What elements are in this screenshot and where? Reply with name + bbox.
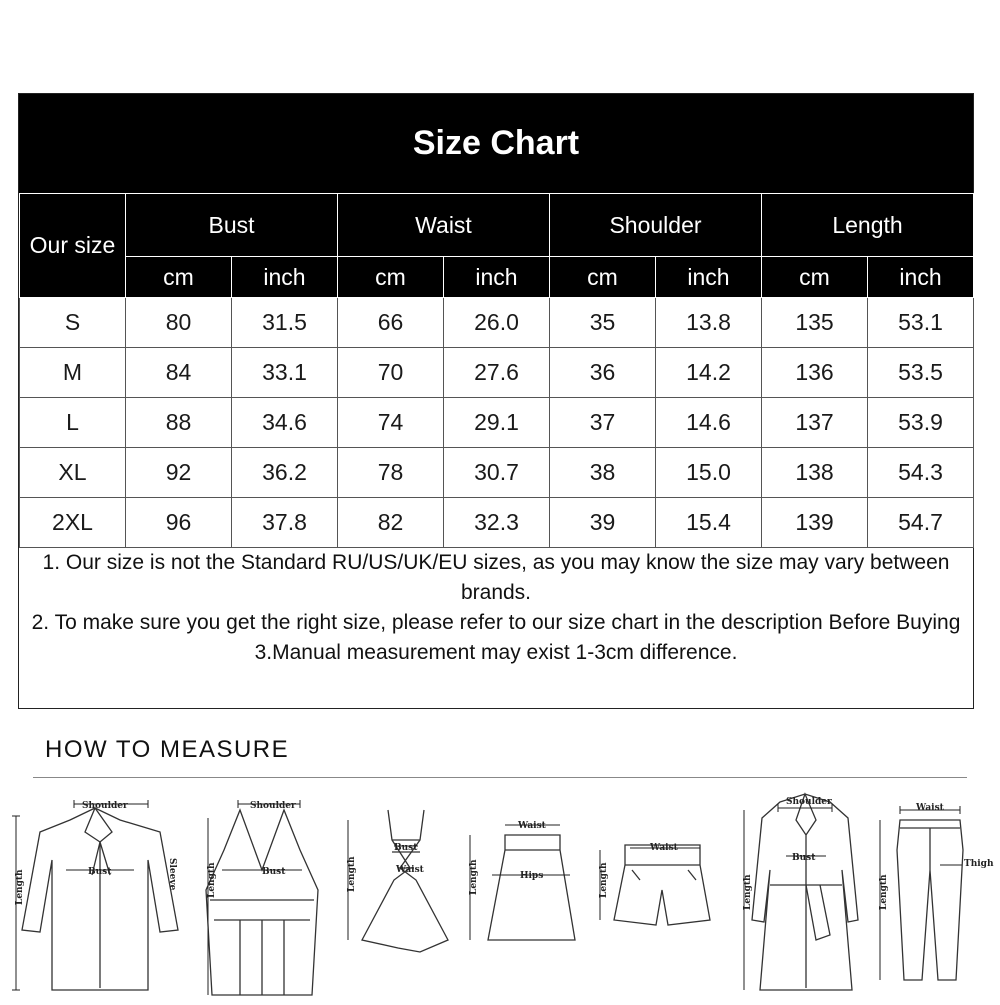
tank-length-label: Length <box>207 862 217 898</box>
skirt-length-label: Length <box>469 859 479 895</box>
blouse-shoulder-label: Shoulder <box>82 801 128 811</box>
size-label-cell: XL <box>20 448 126 498</box>
measurement-cell: 54.7 <box>868 498 974 548</box>
measurement-cell: 29.1 <box>444 398 550 448</box>
waist-header: Waist <box>338 194 550 257</box>
measurement-cell: 37.8 <box>232 498 338 548</box>
chart-title: Size Chart <box>19 94 973 193</box>
measurement-cell: 80 <box>126 298 232 348</box>
shoulder-header: Shoulder <box>550 194 762 257</box>
measurement-cell: 88 <box>126 398 232 448</box>
measurement-cell: 70 <box>338 348 444 398</box>
note-2: 2. To make sure you get the right size, please refer to our size chart in the description Before Buying <box>31 611 961 634</box>
measurement-cell: 137 <box>762 398 868 448</box>
measurement-cell: 82 <box>338 498 444 548</box>
unit-header: inch <box>444 257 550 298</box>
measurement-cell: 14.2 <box>656 348 762 398</box>
shorts-waist-label: Waist <box>650 843 678 853</box>
unit-header: cm <box>338 257 444 298</box>
table-row <box>20 448 974 498</box>
our-size-header: Our size <box>20 194 126 298</box>
measurement-cell: 96 <box>126 498 232 548</box>
skirt-waist-label: Waist <box>518 821 546 831</box>
measurement-cell: 26.0 <box>444 298 550 348</box>
coat-length-label: Length <box>743 874 753 910</box>
bust-header: Bust <box>126 194 338 257</box>
unit-header: inch <box>868 257 974 298</box>
size-label-cell: 2XL <box>20 498 126 548</box>
shorts-diagram <box>614 845 710 925</box>
measure-diagrams <box>0 780 1000 1000</box>
measurement-cell: 53.5 <box>868 348 974 398</box>
measurement-cell: 78 <box>338 448 444 498</box>
measurement-cell: 30.7 <box>444 448 550 498</box>
measurement-cell: 53.1 <box>868 298 974 348</box>
unit-header: cm <box>550 257 656 298</box>
jeans-diagram <box>897 820 963 980</box>
measurement-cell: 66 <box>338 298 444 348</box>
measurement-cell: 36 <box>550 348 656 398</box>
table-row <box>20 298 974 348</box>
note-3: 3.Manual measurement may exist 1-3cm difference. <box>254 641 738 664</box>
skirt-hips-label: Hips <box>520 871 544 881</box>
size-rows <box>20 298 974 548</box>
measurement-cell: 38 <box>550 448 656 498</box>
size-label-cell: M <box>20 348 126 398</box>
shorts-length-label: Length <box>599 862 609 898</box>
coat-shoulder-label: Shoulder <box>786 797 832 807</box>
jeans-length-label: Length <box>879 874 889 910</box>
dress-bust-label: Bust <box>394 843 418 853</box>
measurement-cell: 36.2 <box>232 448 338 498</box>
measurement-cell: 37 <box>550 398 656 448</box>
skirt-diagram <box>488 835 575 940</box>
size-label-cell: L <box>20 398 126 448</box>
table-row <box>20 348 974 398</box>
dress-waist-label: Waist <box>396 865 424 875</box>
measurement-cell: 31.5 <box>232 298 338 348</box>
size-table <box>19 193 974 548</box>
tank-diagram <box>206 810 318 995</box>
measurement-cell: 139 <box>762 498 868 548</box>
unit-header: inch <box>656 257 762 298</box>
coat-bust-label: Bust <box>792 853 816 863</box>
unit-header: inch <box>232 257 338 298</box>
measurement-cell: 27.6 <box>444 348 550 398</box>
measurement-cell: 32.3 <box>444 498 550 548</box>
measurement-cell: 15.4 <box>656 498 762 548</box>
measurement-cell: 136 <box>762 348 868 398</box>
coat-diagram <box>752 794 858 990</box>
blouse-length-label: Length <box>15 869 25 905</box>
divider <box>33 777 967 778</box>
size-chart <box>18 93 974 709</box>
size-label-cell: S <box>20 298 126 348</box>
measurement-cell: 13.8 <box>656 298 762 348</box>
blouse-diagram <box>22 808 178 990</box>
table-row <box>20 498 974 548</box>
garment-diagrams-svg <box>0 780 1000 1000</box>
unit-header: cm <box>126 257 232 298</box>
measurement-cell: 35 <box>550 298 656 348</box>
jeans-waist-label: Waist <box>916 803 944 813</box>
measurement-cell: 39 <box>550 498 656 548</box>
measurement-cell: 92 <box>126 448 232 498</box>
dress-length-label: Length <box>347 856 357 892</box>
measurement-cell: 53.9 <box>868 398 974 448</box>
table-row <box>20 398 974 448</box>
measurement-cell: 135 <box>762 298 868 348</box>
notes <box>19 548 973 668</box>
how-to-measure-heading: HOW TO MEASURE <box>45 736 290 763</box>
dress-diagram <box>362 810 448 952</box>
tank-bust-label: Bust <box>262 867 286 877</box>
measurement-cell: 14.6 <box>656 398 762 448</box>
length-header: Length <box>762 194 974 257</box>
measurement-cell: 34.6 <box>232 398 338 448</box>
measurement-cell: 74 <box>338 398 444 448</box>
blouse-bust-label: Bust <box>88 867 112 877</box>
tank-shoulder-label: Shoulder <box>250 801 296 811</box>
jeans-thigh-label: Thigh <box>964 859 994 869</box>
measurement-cell: 33.1 <box>232 348 338 398</box>
measurement-cell: 15.0 <box>656 448 762 498</box>
note-1: 1. Our size is not the Standard RU/US/UK/EU sizes, as you may know the size may vary between brands. <box>42 551 950 604</box>
measurement-cell: 54.3 <box>868 448 974 498</box>
measurement-cell: 84 <box>126 348 232 398</box>
measurement-cell: 138 <box>762 448 868 498</box>
blouse-sleeve-label: Sleeve <box>167 858 177 891</box>
unit-header: cm <box>762 257 868 298</box>
